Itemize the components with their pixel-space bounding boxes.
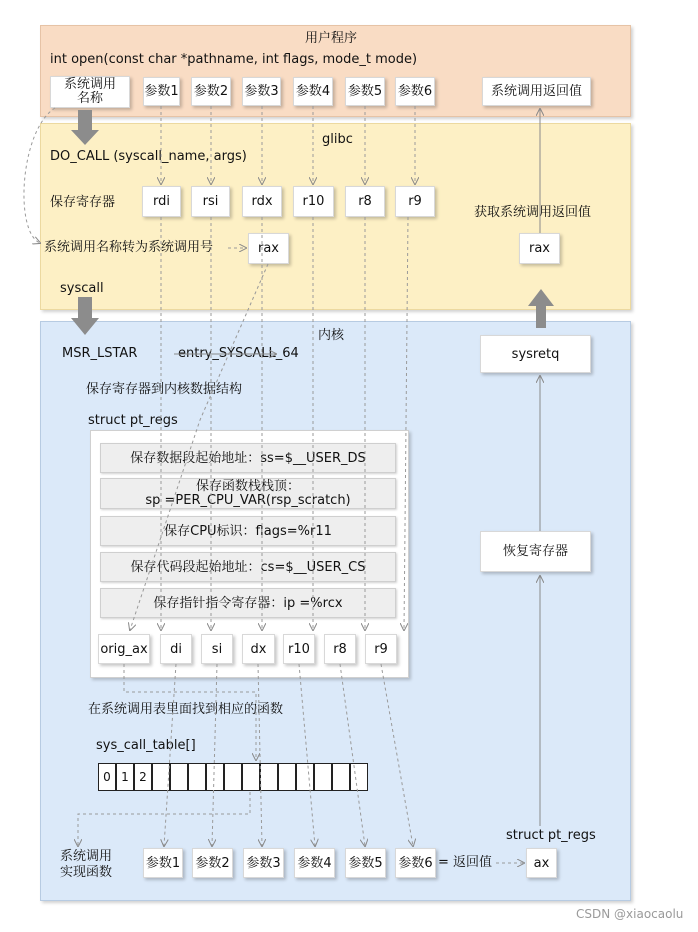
table-cell xyxy=(188,763,206,791)
table-cell xyxy=(278,763,296,791)
table-cell xyxy=(314,763,332,791)
do-call-label: DO_CALL (syscall_name, args) xyxy=(50,149,247,164)
table-cell xyxy=(332,763,350,791)
field-dx: dx xyxy=(242,634,275,664)
rax-box: rax xyxy=(248,233,289,264)
convert-name-label: 系统调用名称转为系统调用号 xyxy=(44,240,214,255)
reg-rsi: rsi xyxy=(191,186,230,217)
reg-rdi: rdi xyxy=(142,186,181,217)
table-cell xyxy=(224,763,242,791)
field-orig-ax: orig_ax xyxy=(98,634,150,664)
sys-call-table-label: sys_call_table[] xyxy=(96,738,196,753)
ax-box: ax xyxy=(526,848,557,878)
impl-param-3: 参数3 xyxy=(243,848,284,878)
pt-row-cs: 保存代码段起始地址：cs=$__USER_CS xyxy=(100,552,396,582)
field-r8: r8 xyxy=(324,634,356,664)
table-cell: 0 xyxy=(98,763,116,791)
watermark: CSDN @xiaocaolu xyxy=(576,907,684,921)
impl-param-2: 参数2 xyxy=(192,848,233,878)
msr-lstar-label: MSR_LSTAR xyxy=(62,346,138,361)
equals-return-label: = 返回值 xyxy=(438,855,493,870)
pt-row-ip: 保存指针指令寄存器：ip =%rcx xyxy=(100,588,396,618)
pt-row-ss: 保存数据段起始地址：ss=$__USER_DS xyxy=(100,443,396,473)
syscall-name-box: 系统调用 名称 xyxy=(50,76,130,108)
user-param-5: 参数5 xyxy=(345,77,385,106)
field-di: di xyxy=(160,634,192,664)
return-value-box: 系统调用返回值 xyxy=(482,77,591,106)
glibc-section-title: glibc xyxy=(322,132,353,147)
syscall-label: syscall xyxy=(60,281,104,296)
impl-param-5: 参数5 xyxy=(345,848,386,878)
table-cell: 2 xyxy=(134,763,152,791)
user-section-title: 用户程序 xyxy=(305,31,358,46)
field-si: si xyxy=(201,634,233,664)
user-param-4: 参数4 xyxy=(293,77,333,106)
open-signature: int open(const char *pathname, int flags, mode_t mode) xyxy=(50,52,418,67)
user-param-2: 参数2 xyxy=(191,77,231,106)
table-cell xyxy=(350,763,368,791)
kernel-section-title: 内核 xyxy=(318,328,345,343)
save-registers-label: 保存寄存器 xyxy=(50,195,116,210)
reg-r10: r10 xyxy=(293,186,334,217)
pt-row-flags: 保存CPU标识：flags=%r11 xyxy=(100,516,396,546)
reg-rdx: rdx xyxy=(242,186,282,217)
save-to-kernel-label: 保存寄存器到内核数据结构 xyxy=(86,382,243,397)
impl-param-6: 参数6 xyxy=(395,848,436,878)
table-cell xyxy=(296,763,314,791)
table-cell xyxy=(206,763,224,791)
impl-param-4: 参数4 xyxy=(294,848,335,878)
impl-param-1: 参数1 xyxy=(143,848,183,878)
find-function-label: 在系统调用表里面找到相应的函数 xyxy=(88,702,284,717)
field-r9: r9 xyxy=(365,634,397,664)
user-param-1: 参数1 xyxy=(143,77,180,106)
sysretq-box: sysretq xyxy=(480,335,591,373)
get-return-label: 获取系统调用返回值 xyxy=(474,205,592,220)
restore-registers-box: 恢复寄存器 xyxy=(480,531,591,572)
rax-return-box: rax xyxy=(519,233,560,264)
struct-pt-regs-label: struct pt_regs xyxy=(88,413,178,428)
entry-syscall-label: entry_SYSCALL_64 xyxy=(178,346,299,361)
pt-row-sp: 保存函数栈栈顶： sp =PER_CPU_VAR(rsp_scratch) xyxy=(100,478,396,509)
table-cell: 1 xyxy=(116,763,134,791)
table-cell xyxy=(152,763,170,791)
impl-function-label: 系统调用 实现函数 xyxy=(60,849,113,880)
table-cell xyxy=(242,763,260,791)
struct-pt-regs-right-label: struct pt_regs xyxy=(506,828,596,843)
reg-r9: r9 xyxy=(395,186,435,217)
user-param-6: 参数6 xyxy=(395,77,435,106)
reg-r8: r8 xyxy=(345,186,385,217)
field-r10: r10 xyxy=(283,634,315,664)
table-cell xyxy=(170,763,188,791)
table-cell xyxy=(260,763,278,791)
user-param-3: 参数3 xyxy=(242,77,281,106)
